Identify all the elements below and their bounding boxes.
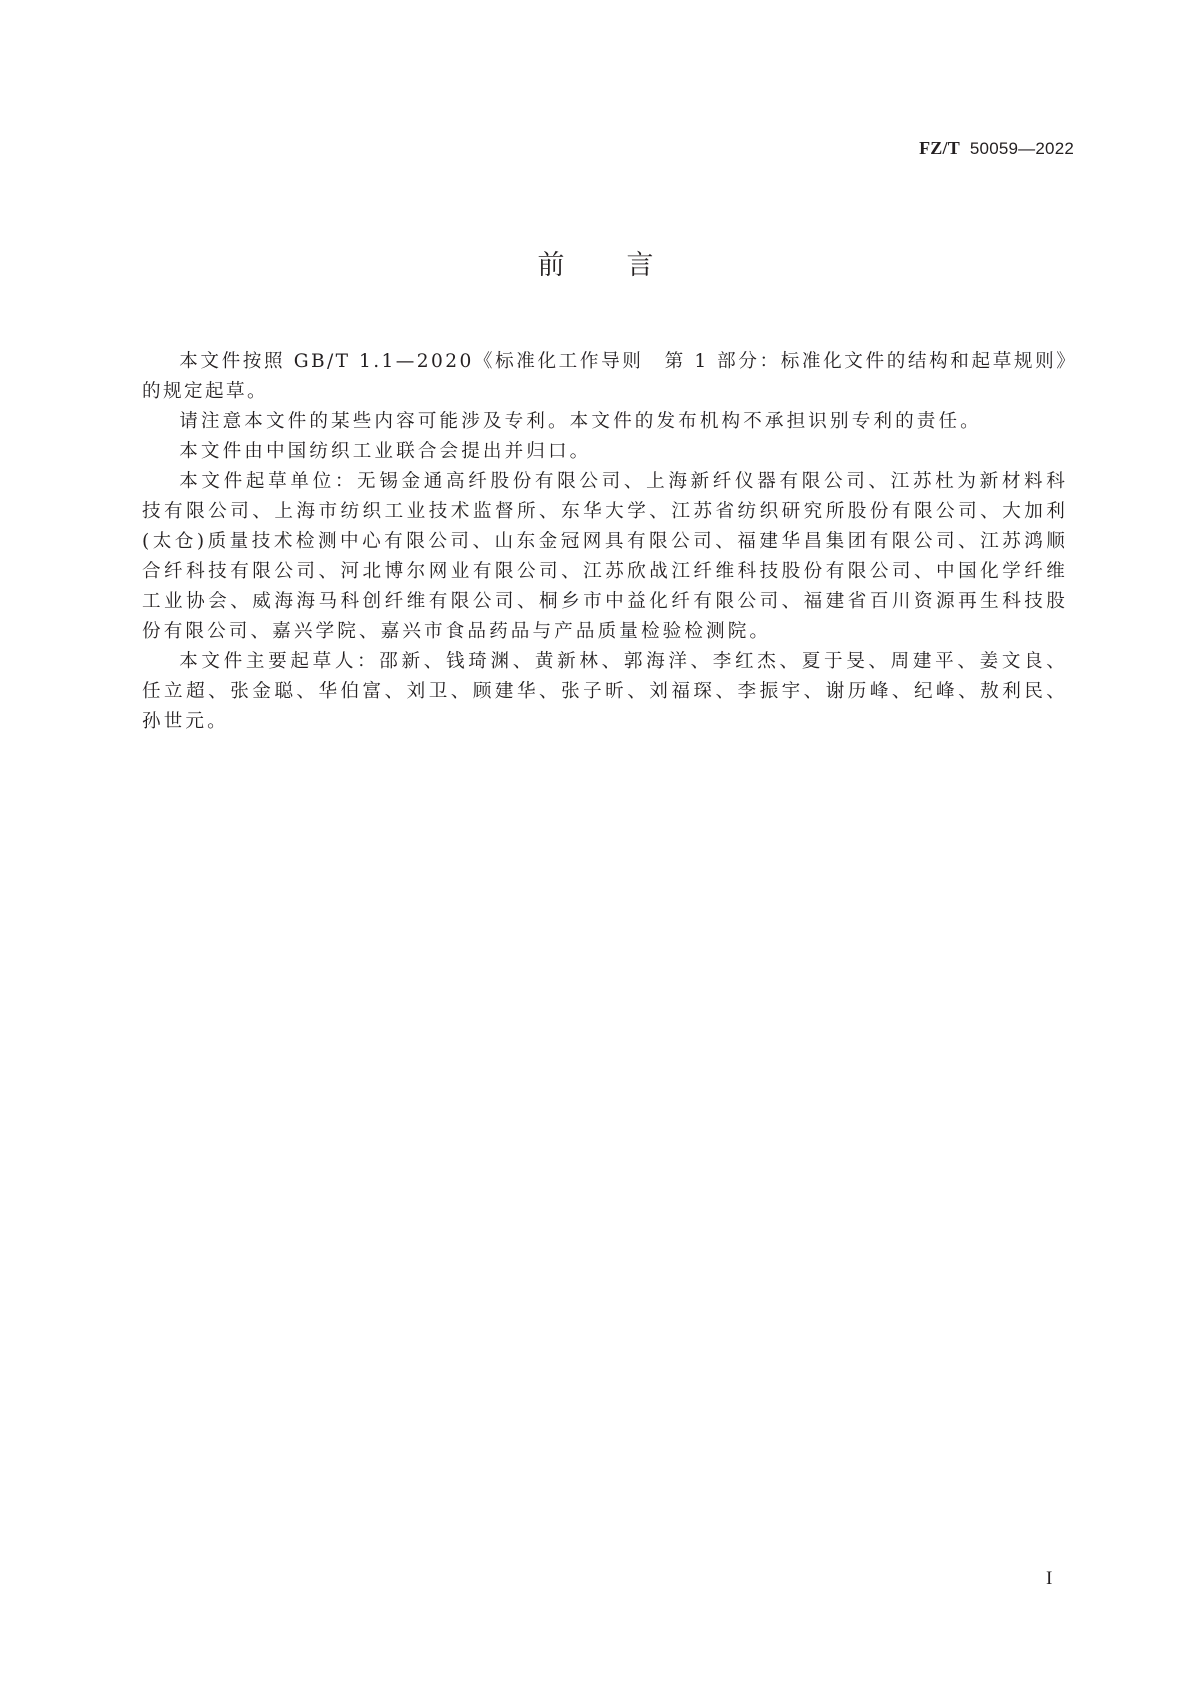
page-title: 前言: [537, 250, 716, 281]
paragraph-proposer: 本文件由中国纺织工业联合会提出并归口。: [179, 441, 592, 462]
standard-code-header: [919, 138, 1074, 159]
page-number: I: [1046, 1568, 1053, 1589]
paragraph-drafting-units: 本文件起草单位：无锡金通高纤股份有限公司、上海新纤仪器有限公司、江苏杜为新材料科技有限公司、上海市纺织工业技术监督所、东华大学、江苏省纺织研究所股份有限公司、大加利(太仓)质量技术检测中心有限公司、山东金冠网具有限公司、福建华昌集团有限公司、江苏鸿顺合纤科技有限公司、河北博尔网业有限公司、江苏欣战江纤维科技股份有限公司、中国化学纤维工业协会、威海海马科创纤维有限公司、桐乡市中益化纤有限公司、福建省百川资源再生科技股份有限公司、嘉兴学院、嘉兴市食品药品与产品质量检验检测院。: [142, 471, 1068, 642]
paragraph-drafters: 本文件主要起草人：邵新、钱琦渊、黄新林、郭海洋、李红杰、夏于旻、周建平、姜文良、任立超、张金聪、华伯富、刘卫、顾建华、张子昕、刘福琛、李振宇、谢历峰、纪峰、敖利民、孙世元。: [142, 651, 1068, 732]
paragraph-patent-notice: 请注意本文件的某些内容可能涉及专利。本文件的发布机构不承担识别专利的责任。: [179, 411, 982, 432]
standard-code-prefix: FZ/T: [919, 138, 960, 158]
paragraph-drafting-rules: 本文件按照 GB/T 1.1—2020《标准化工作导则 第 1 部分：标准化文件的结构和起草规则》的规定起草。: [142, 351, 1068, 402]
preface-body: [142, 347, 1068, 737]
standard-code-number: 50059—2022: [969, 139, 1074, 158]
